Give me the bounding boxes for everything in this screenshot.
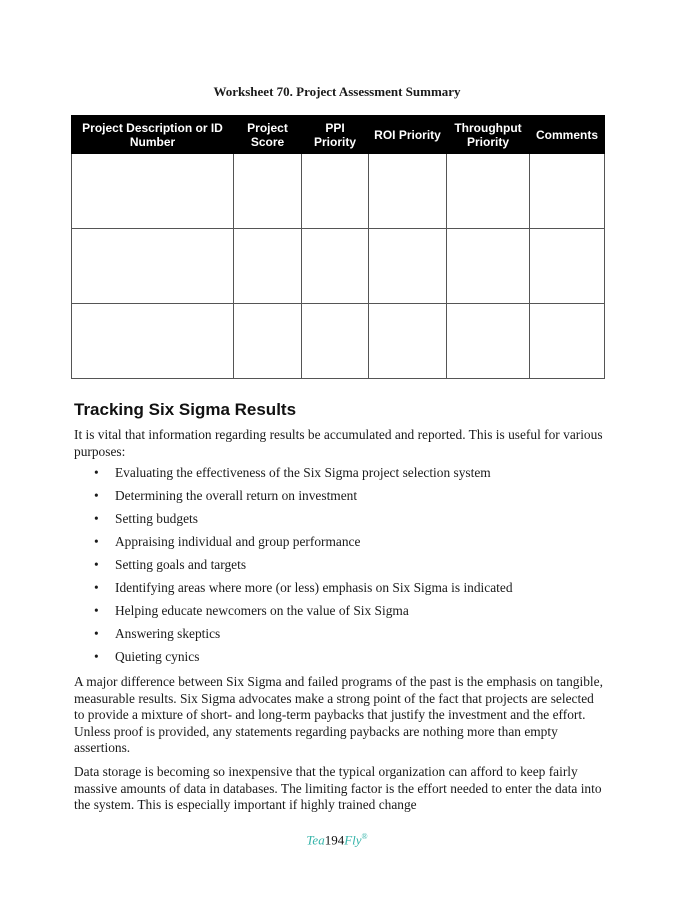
table-cell (369, 229, 447, 304)
purpose-list (74, 465, 594, 672)
table-cell (447, 229, 530, 304)
brand-watermark-right: Fly (344, 832, 362, 848)
intro-paragraph: It is vital that information regarding results be accumulated and reported. This is useful for various purposes: (74, 427, 603, 459)
table-cell (447, 154, 530, 229)
header-project-description: Project Description or ID Number (72, 116, 234, 154)
bullet-icon: • (94, 488, 99, 503)
bullet-icon: • (94, 580, 99, 595)
header-comments: Comments (530, 116, 605, 154)
body-paragraph-2: Data storage is becoming so inexpensive that the typical organization can afford to keep fairly massive amounts of data in databases. The limiting factor is the effort needed to enter the data into the system. This is especially important if highly trained change (74, 764, 602, 812)
table-cell (369, 154, 447, 229)
table-cell (234, 229, 302, 304)
table-cell (369, 304, 447, 379)
list-item: • Quieting cynics (94, 649, 200, 664)
list-item: • Identifying areas where more (or less) emphasis on Six Sigma is indicated (94, 580, 513, 595)
worksheet-caption: Worksheet 70. Project Assessment Summary (213, 84, 461, 99)
table-cell (72, 304, 234, 379)
list-item: • Determining the overall return on investment (94, 488, 358, 503)
table-cell (302, 304, 369, 379)
table-cell (530, 154, 605, 229)
table-cell (302, 154, 369, 229)
body-paragraph-1: A major difference between Six Sigma and failed programs of the past is the emphasis on tangible, measurable results. Six Sigma advocates make a strong point of the fact that projects are selected to provide a mixture of short- and long-term paybacks that justify the investment and the effort. Unless proof is provided, any statements regarding paybacks are nothing more than empty assertions. (74, 674, 603, 755)
bullet-icon: • (94, 626, 99, 641)
list-item: • Evaluating the effectiveness of the Six Sigma project selection system (94, 465, 491, 480)
table-header-row (72, 116, 605, 154)
table-row (72, 229, 605, 304)
table-cell (234, 304, 302, 379)
header-roi-priority: ROI Priority (369, 116, 447, 154)
trademark-icon: ® (361, 832, 368, 841)
table-cell (447, 304, 530, 379)
bullet-icon: • (94, 465, 99, 480)
header-ppi-priority: PPI Priority (302, 116, 369, 154)
table-cell (530, 304, 605, 379)
list-item: • Helping educate newcomers on the value of Six Sigma (94, 603, 409, 618)
list-item: • Setting goals and targets (94, 557, 247, 572)
table-cell (72, 229, 234, 304)
bullet-icon: • (94, 534, 99, 549)
list-item: • Appraising individual and group performance (94, 534, 361, 549)
page-number: 194 (324, 832, 345, 848)
section-heading: Tracking Six Sigma Results (74, 400, 297, 419)
bullet-icon: • (94, 557, 99, 572)
page-footer (0, 832, 674, 848)
assessment-table (71, 115, 605, 379)
table-row (72, 304, 605, 379)
header-project-score: Project Score (234, 116, 302, 154)
bullet-icon: • (94, 603, 99, 618)
table-cell (530, 229, 605, 304)
table-cell (234, 154, 302, 229)
table-row (72, 154, 605, 229)
bullet-icon: • (94, 649, 99, 664)
list-item: • Setting budgets (94, 511, 198, 526)
table-cell (302, 229, 369, 304)
brand-watermark-left: Tea (306, 832, 325, 848)
header-throughput-priority: Throughput Priority (447, 116, 530, 154)
list-item: • Answering skeptics (94, 626, 221, 641)
table-cell (72, 154, 234, 229)
bullet-icon: • (94, 511, 99, 526)
